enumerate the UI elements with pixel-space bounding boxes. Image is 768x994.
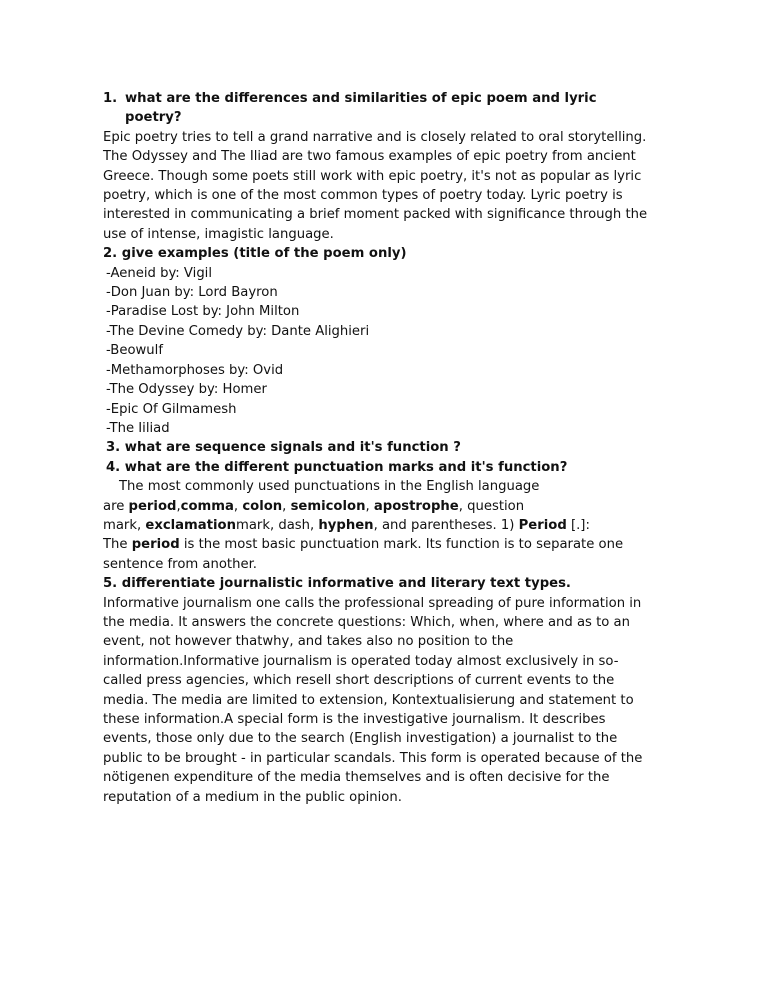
text-span: , question: [458, 498, 525, 514]
example-item: -The Iiliad: [106, 420, 170, 436]
text-span: mark,: [103, 517, 146, 533]
question-4-answer: [103, 477, 683, 574]
answer-line: [103, 497, 683, 516]
answer-line: public to be brought - in particular scandals. This form is operated because of the: [103, 750, 643, 766]
text-span: ,: [233, 498, 243, 514]
answer-line: these information.A special form is the investigative journalism. It describes: [103, 712, 606, 727]
example-item: -Paradise Lost by: John Milton: [106, 304, 300, 320]
answer-line: media. The media are limited to extension, Kontextualisierung and statement to: [103, 692, 634, 708]
term-exclamation: exclamation: [145, 517, 236, 533]
text-span: are: [103, 498, 129, 514]
text-span: mark, dash,: [235, 517, 319, 533]
answer-line: interested in communicating a brief moment packed with significance through the: [103, 207, 648, 223]
example-item: -Don Juan by: Lord Bayron: [106, 285, 278, 301]
answer-line: the media. It answers the concrete questions: Which, when, where and as to an: [103, 614, 630, 630]
question-2-heading: 2. give examples (title of the poem only): [103, 246, 407, 262]
answer-line: information.Informative journalism is operated today almost exclusively in so-: [103, 653, 619, 669]
example-item: -Methamorphoses by: Ovid: [106, 362, 284, 378]
question-3-heading: 3. what are sequence signals and it's function ?: [106, 440, 461, 456]
question-4-heading: 4. what are the different punctuation marks and it's function?: [106, 459, 568, 475]
text-span: [.]:: [566, 517, 590, 533]
question-1-text-line1: what are the differences and similarities of epic poem and lyric: [125, 91, 597, 106]
answer-line: event, not however thatwhy, and takes also no position to the: [103, 634, 514, 650]
answer-line: Epic poetry tries to tell a grand narrative and is closely related to oral storytelling.: [103, 129, 647, 145]
example-item: -Aeneid by: Vigil: [106, 265, 213, 281]
answer-line: reputation of a medium in the public opinion.: [103, 789, 402, 805]
answer-line: called press agencies, which resell short descriptions of current events to the: [103, 673, 615, 689]
examples-list: [103, 264, 683, 439]
term-comma: comma: [180, 498, 234, 514]
answer-line: The Odyssey and The Iliad are two famous examples of epic poetry from ancient: [103, 149, 636, 165]
text-span: ,: [176, 498, 181, 514]
question-1-number: 1.: [103, 91, 118, 106]
term-period-heading: Period: [518, 517, 567, 533]
text-span: ,: [282, 498, 291, 514]
answer-line: sentence from another.: [103, 556, 257, 572]
answer-line: The most commonly used punctuations in the English language: [119, 479, 540, 495]
document-page: [103, 89, 683, 807]
term-hyphen: hyphen: [318, 517, 374, 533]
example-item: -The Odyssey by: Homer: [106, 382, 267, 398]
term-colon: colon: [242, 498, 283, 514]
term-period: period: [128, 498, 177, 514]
text-span: ,: [365, 498, 374, 514]
answer-line: Informative journalism one calls the professional spreading of pure information in: [103, 595, 642, 611]
question-1-answer: [103, 128, 683, 244]
term-semicolon: semicolon: [290, 498, 366, 514]
answer-line: nötigenen expenditure of the media themselves and is often decisive for the: [103, 770, 610, 786]
answer-line: use of intense, imagistic language.: [103, 226, 334, 242]
example-item: -Epic Of Gilmamesh: [106, 401, 237, 417]
example-item: -Beowulf: [106, 343, 163, 359]
term-apostrophe: apostrophe: [373, 498, 459, 514]
question-1-text-line2: poetry?: [125, 110, 182, 126]
answer-line: [103, 516, 683, 535]
answer-line: Greece. Though some poets still work with epic poetry, it's not as popular as lyric: [103, 168, 642, 184]
question-5-answer: [103, 594, 683, 807]
question-5-heading: 5. differentiate journalistic informative and literary text types.: [103, 576, 571, 592]
term-period: period: [131, 537, 180, 553]
text-span: , and parentheses. 1): [373, 517, 519, 533]
text-span: The: [103, 537, 132, 553]
answer-line: poetry, which is one of the most common types of poetry today. Lyric poetry is: [103, 188, 623, 204]
answer-line: events, those only due to the search (English investigation) a journalist to the: [103, 731, 618, 747]
answer-line: [103, 535, 683, 554]
example-item: -The Devine Comedy by: Dante Alighieri: [106, 323, 370, 339]
question-1-heading: [103, 89, 683, 108]
text-span: is the most basic punctuation mark. Its function is to separate one: [179, 537, 624, 553]
